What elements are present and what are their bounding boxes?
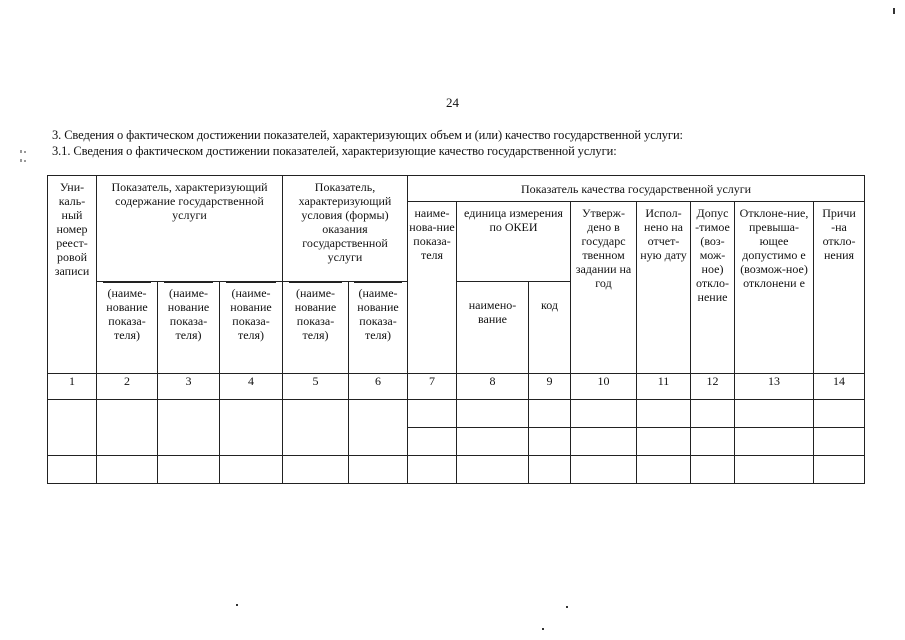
table-cell <box>571 456 637 484</box>
table-cell <box>97 400 158 456</box>
subheader-condition-1 <box>283 282 349 374</box>
column-number: 7 <box>408 374 457 400</box>
column-number: 8 <box>457 374 529 400</box>
column-number: 2 <box>97 374 158 400</box>
table-cell <box>637 400 691 428</box>
column-number: 9 <box>529 374 571 400</box>
table-cell <box>158 456 220 484</box>
table-cell <box>408 400 457 428</box>
table-cell <box>529 428 571 456</box>
page-number: 24 <box>446 95 459 110</box>
table-row <box>48 456 865 484</box>
subheader-content-1 <box>97 282 158 374</box>
table-cell <box>158 400 220 456</box>
header-executed: Испол-нено на отчет-ную дату <box>637 202 691 374</box>
table-cell <box>571 428 637 456</box>
table-cell <box>48 456 97 484</box>
subheader-content-2 <box>158 282 220 374</box>
table-cell <box>220 456 283 484</box>
column-number: 5 <box>283 374 349 400</box>
header-quality-indicator: Показатель качества государственной услуги <box>408 176 865 202</box>
sub-label: (наиме-нование показа-теля) <box>230 286 272 342</box>
sub-label: (наиме-нование показа-теля) <box>106 286 148 342</box>
column-number: 11 <box>637 374 691 400</box>
sub-label: (наиме-нование показа-теля) <box>167 286 210 342</box>
header-quality-name: наиме-нова-ние показа-теля <box>408 202 457 374</box>
scan-speck <box>236 604 238 606</box>
table-cell <box>529 400 571 428</box>
header-allowed-deviation: Допус -тимое (воз-мож-ное) откло-нение <box>691 202 735 374</box>
table-row <box>48 400 865 428</box>
table-cell <box>408 456 457 484</box>
column-number: 1 <box>48 374 97 400</box>
sub-label: (наиме-нование показа-теля) <box>357 286 399 342</box>
column-number: 3 <box>158 374 220 400</box>
table-cell <box>735 428 814 456</box>
table-cell <box>457 400 529 428</box>
table-cell <box>637 428 691 456</box>
section-3-heading: 3. Сведения о фактическом достижении показателей, характеризующих объем и (или) качество государственной услуги: <box>52 128 683 142</box>
table-cell <box>283 400 349 456</box>
column-number: 14 <box>814 374 865 400</box>
table-cell <box>457 456 529 484</box>
table-cell <box>637 456 691 484</box>
header-unique-number: Уни-каль-ный номер реест-ровой записи <box>48 176 97 374</box>
table-cell <box>691 456 735 484</box>
quality-indicators-table <box>47 175 865 484</box>
column-number: 10 <box>571 374 637 400</box>
header-conditions-indicator: Показатель, характеризующий условия (формы) оказания государственной услуги <box>283 176 408 282</box>
table-cell <box>571 400 637 428</box>
sub-label: (наиме-нование показа-теля) <box>294 286 337 342</box>
column-number: 12 <box>691 374 735 400</box>
column-number: 13 <box>735 374 814 400</box>
header-okei-unit: единица измерения по ОКЕИ <box>457 202 571 282</box>
table-cell <box>457 428 529 456</box>
column-number: 6 <box>349 374 408 400</box>
header-okei-code: код <box>529 282 571 374</box>
scan-speck <box>893 8 895 14</box>
header-exceeding-deviation: Отклоне-ние, превыша-ющее допустимо е (возмож-ное) отклонени е <box>735 202 814 374</box>
subheader-content-3 <box>220 282 283 374</box>
table-cell <box>220 400 283 456</box>
table-cell <box>814 400 865 428</box>
table-cell <box>283 456 349 484</box>
header-deviation-reason: Причи -на откло-нения <box>814 202 865 374</box>
scan-speck <box>542 628 544 630</box>
column-number-row <box>48 374 865 400</box>
table-cell <box>691 428 735 456</box>
table-cell <box>814 428 865 456</box>
table-cell <box>529 456 571 484</box>
header-content-indicator: Показатель, характеризующий содержание государственной услуги <box>97 176 283 282</box>
table-cell <box>735 400 814 428</box>
table-cell <box>408 428 457 456</box>
table-cell <box>97 456 158 484</box>
table-cell <box>691 400 735 428</box>
header-approved: Утверж-дено в государс твенном задании на год <box>571 202 637 374</box>
subheader-condition-2 <box>349 282 408 374</box>
section-3-1-heading: 3.1. Сведения о фактическом достижении показателей, характеризующие качество государственной услуги: <box>52 144 617 158</box>
table-cell <box>48 400 97 456</box>
table-cell <box>349 456 408 484</box>
header-okei-unit-name: наимено-вание <box>457 282 529 374</box>
margin-scan-mark <box>18 150 28 164</box>
column-number: 4 <box>220 374 283 400</box>
table-cell <box>735 456 814 484</box>
table-cell <box>814 456 865 484</box>
table-cell <box>349 400 408 456</box>
scan-speck <box>566 606 568 608</box>
